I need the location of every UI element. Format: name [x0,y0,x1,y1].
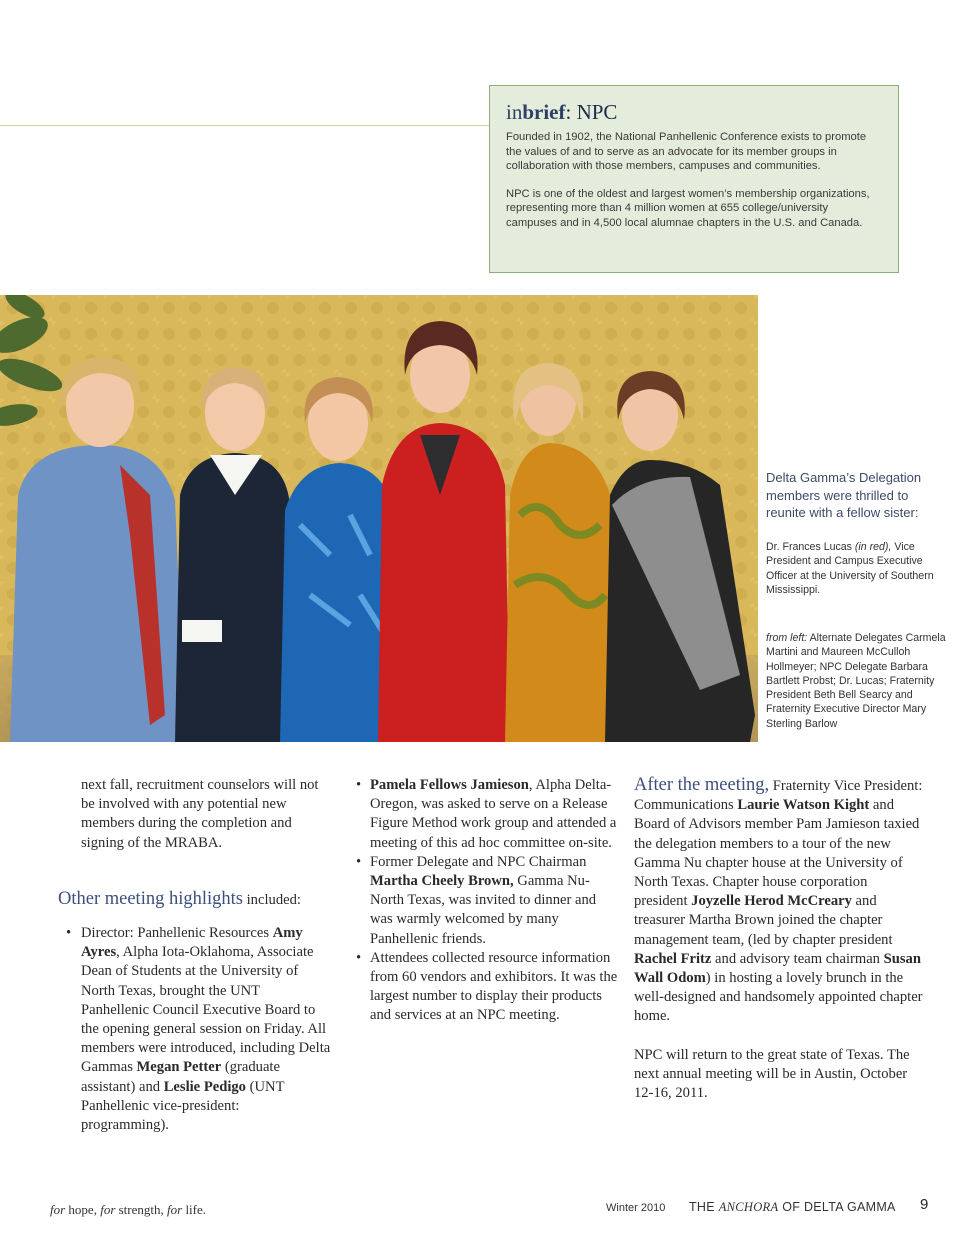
footer-issue-season: Winter 2010 [606,1202,666,1214]
bullet-martha-brown: • Former Delegate and NPC Chairman Martha Cheely Brown, Gamma Nu-North Texas, was invited to dinner and was warmly welcomed by many Panhellenic friends. [356,853,597,947]
column-1-intro: next fall, recruitment counselors will not be involved with any potential new members during the completion and signing of the MRABA. [81,777,319,851]
column-1-bullets [66,924,331,1135]
bullet-pamela-jamieson: • Pamela Fellows Jamieson, Alpha Delta-Oregon, was asked to serve on a Release Figure Method work group and attended a meeting of this ad hoc committee on-site. [356,777,617,851]
bullet-vendors: • Attendees collected resource information from 60 vendors and exhibitors. It was the largest number to display their products and services at an NPC meeting. [356,949,618,1024]
footer-tagline: for hope, for strength, for life. [50,1202,207,1217]
in-brief-paragraph-2: NPC is one of the oldest and largest women’s membership organizations, representing more than 4 million women at 655 college/university campuses and in 4,500 local alumnae chapters in the U.S. and Canada. [506,187,870,229]
in-brief-title: inbrief: NPC [506,100,618,124]
after-meeting-paragraph: After the meeting, Fraternity Vice President: Communications Laurie Watson Kight and Board of Advisors member Pam Jamieson taxied the delegation members to a tour of the new Gamma Nu chapter house at the University of North Texas. Chapter house corporation president Joyzelle Herod McCreary and treasurer Martha Brown joined the chapter management team, (led by chapter president Rachel Fritz and advisory team chairman Susan Wall Odom) in hosting a lovely brunch in the well-designed and handsomely appointed chapter home. [634,775,923,1025]
delegation-group-photo [0,295,758,742]
footer-magazine-title: THE ANCHORA OF DELTA GAMMA [689,1200,896,1214]
bullet-amy-ayres: • Director: Panhellenic Resources Amy Ayres, Alpha Iota-Oklahoma, Associate Dean of Students at the University of North Texas, brought the UNT Panhellenic Council Executive Board to the opening general session on Friday. All members were introduced, including Delta Gammas Megan Petter (graduate assistant) and Leslie Pedigo (UNT Panhellenic vice-president: programming). [66,925,331,1134]
page-number: 9 [920,1196,929,1213]
column-2-bullets [356,776,618,1026]
in-brief-sidebar [489,85,899,273]
other-highlights-heading: Other meeting highlights included: [58,889,301,909]
top-rule-divider [0,125,490,126]
photo-caption-names: from left: Alternate Delegates Carmela Martini and Maureen McCulloh Hollmeyer; NPC Delegate Barbara Bartlett Probst; Dr. Lucas; Fraternity President Beth Bell Searcy and Fraternity Executive Director Mary Sterling Barlow [766,632,946,730]
in-brief-paragraph-1: Founded in 1902, the National Panhellenic Conference exists to promote the values of and to serve as an advocate for its member groups in collaboration with those members, campuses and communities. [506,131,867,173]
column-3-after-meeting [634,776,924,1103]
photo-caption-headline: Delta Gamma’s Delegation members were thrilled to reunite with a fellow sister: [766,470,922,520]
next-meeting-paragraph: NPC will return to the great state of Texas. The next annual meeting will be in Austin, October 12-16, 2011. [634,1046,910,1102]
photo-caption-lucas: Dr. Frances Lucas (in red), Vice President and Campus Executive Officer at the University of Southern Mississippi. [766,541,934,596]
